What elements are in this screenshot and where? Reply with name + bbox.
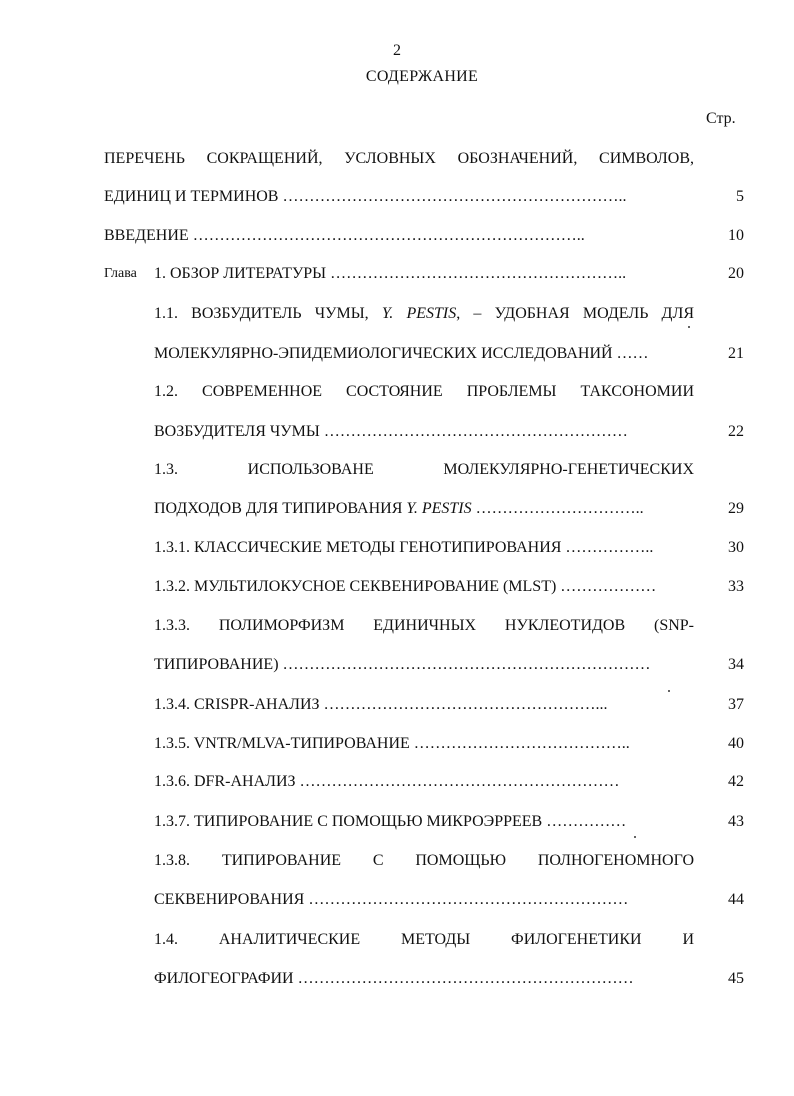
toc-page-number: 30 (728, 539, 744, 556)
toc-entry-line: ЕДИНИЦ И ТЕРМИНОВ ……………………………………………………….. (104, 188, 627, 205)
toc-entry-line: 1.3.8. ТИПИРОВАНИЕ С ПОМОЩЬЮ ПОЛНОГЕНОМНОГО (154, 852, 694, 869)
page-column-label: Стр. (706, 110, 736, 127)
toc-entry-line: 1.3.6. DFR-АНАЛИЗ …………………………………………………… (154, 773, 620, 790)
toc-text: ………………………….. (471, 500, 644, 517)
toc-entry-line: 1.3.1. КЛАССИЧЕСКИЕ МЕТОДЫ ГЕНОТИПИРОВАНИЯ …………….. (154, 539, 654, 556)
toc-page-number: 10 (728, 227, 744, 244)
toc-entry-line: ПЕРЕЧЕНЬ СОКРАЩЕНИЙ, УСЛОВНЫХ ОБОЗНАЧЕНИЙ, СИМВОЛОВ, (104, 150, 694, 167)
toc-page-number: 20 (728, 265, 744, 282)
toc-page-number: 33 (728, 578, 744, 595)
toc-chapter-prefix: Глава (104, 266, 137, 281)
toc-entry-line (154, 303, 694, 325)
scan-speck (688, 326, 690, 328)
toc-text: 1.3. ИСПОЛЬЗОВАНЕ МОЛЕКУЛЯРНО-ГЕНЕТИЧЕСКИХ (154, 461, 694, 478)
toc-page-number: 45 (728, 970, 744, 987)
toc-entry-line (154, 343, 649, 365)
toc-page-number: 37 (728, 696, 744, 713)
toc-italic-text: Y. PESTIS (406, 500, 472, 517)
toc-text: ПОДХОДОВ ДЛЯ ТИПИРОВАНИЯ (154, 500, 407, 517)
toc-italic-text: Y. PESTIS (381, 305, 457, 322)
toc-text: 1.1. ВОЗБУДИТЕЛЬ ЧУМЫ, (154, 305, 382, 322)
toc-page-number: 29 (728, 500, 744, 517)
toc-page-number: 22 (728, 423, 744, 440)
toc-page-number: 21 (728, 345, 744, 362)
scan-speck (668, 690, 670, 692)
toc-page-number: 34 (728, 656, 744, 673)
toc-page-number: 40 (728, 735, 744, 752)
scan-speck (634, 836, 636, 838)
toc-entry-line: ВОЗБУДИТЕЛЯ ЧУМЫ ………………………………………………… (154, 423, 628, 440)
toc-entry-line: СЕКВЕНИРОВАНИЯ …………………………………………………… (154, 891, 629, 908)
toc-page-number: 43 (728, 813, 744, 830)
page-number: 2 (393, 42, 401, 59)
toc-entry-line (154, 459, 694, 481)
toc-entry-line: 1.3.7. ТИПИРОВАНИЕ С ПОМОЩЬЮ МИКРОЭРРЕЕВ …………… (154, 813, 627, 830)
toc-page-number: 42 (728, 773, 744, 790)
toc-entry-line (154, 498, 644, 520)
toc-entry-line: 1.2. СОВРЕМЕННОЕ СОСТОЯНИЕ ПРОБЛЕМЫ ТАКСОНОМИИ (154, 383, 694, 400)
toc-entry-line: 1.4. АНАЛИТИЧЕСКИЕ МЕТОДЫ ФИЛОГЕНЕТИКИ И (154, 931, 694, 948)
toc-entry-line: 1.3.3. ПОЛИМОРФИЗМ ЕДИНИЧНЫХ НУКЛЕОТИДОВ (SNP- (154, 617, 694, 634)
toc-text: МОЛЕКУЛЯРНО-ЭПИДЕМИОЛОГИЧЕСКИХ ИССЛЕДОВАНИЙ …… (154, 345, 649, 362)
toc-entry-line: 1.3.4. CRISPR-АНАЛИЗ ……………………………………………... (154, 696, 608, 713)
toc-entry-line: 1. ОБЗОР ЛИТЕРАТУРЫ ……………………………………………….. (154, 265, 627, 282)
toc-page-number: 5 (736, 188, 744, 205)
toc-entry-line: 1.3.2. МУЛЬТИЛОКУСНОЕ СЕКВЕНИРОВАНИЕ (MLST) ……………… (154, 578, 657, 595)
toc-entry-line: ФИЛОГЕОГРАФИИ ……………………………………………………… (154, 970, 634, 987)
toc-entry-line: 1.3.5. VNTR/MLVA-ТИПИРОВАНИЕ ………………………………….. (154, 735, 630, 752)
toc-page-number: 44 (728, 891, 744, 908)
page-title: СОДЕРЖАНИЕ (365, 68, 479, 85)
toc-entry-line: ТИПИРОВАНИЕ) …………………………………………………………… (154, 656, 651, 673)
toc-entry-line: ВВЕДЕНИЕ ……………………………………………………………….. (104, 227, 585, 244)
toc-text: , – УДОБНАЯ МОДЕЛЬ ДЛЯ (456, 305, 694, 322)
